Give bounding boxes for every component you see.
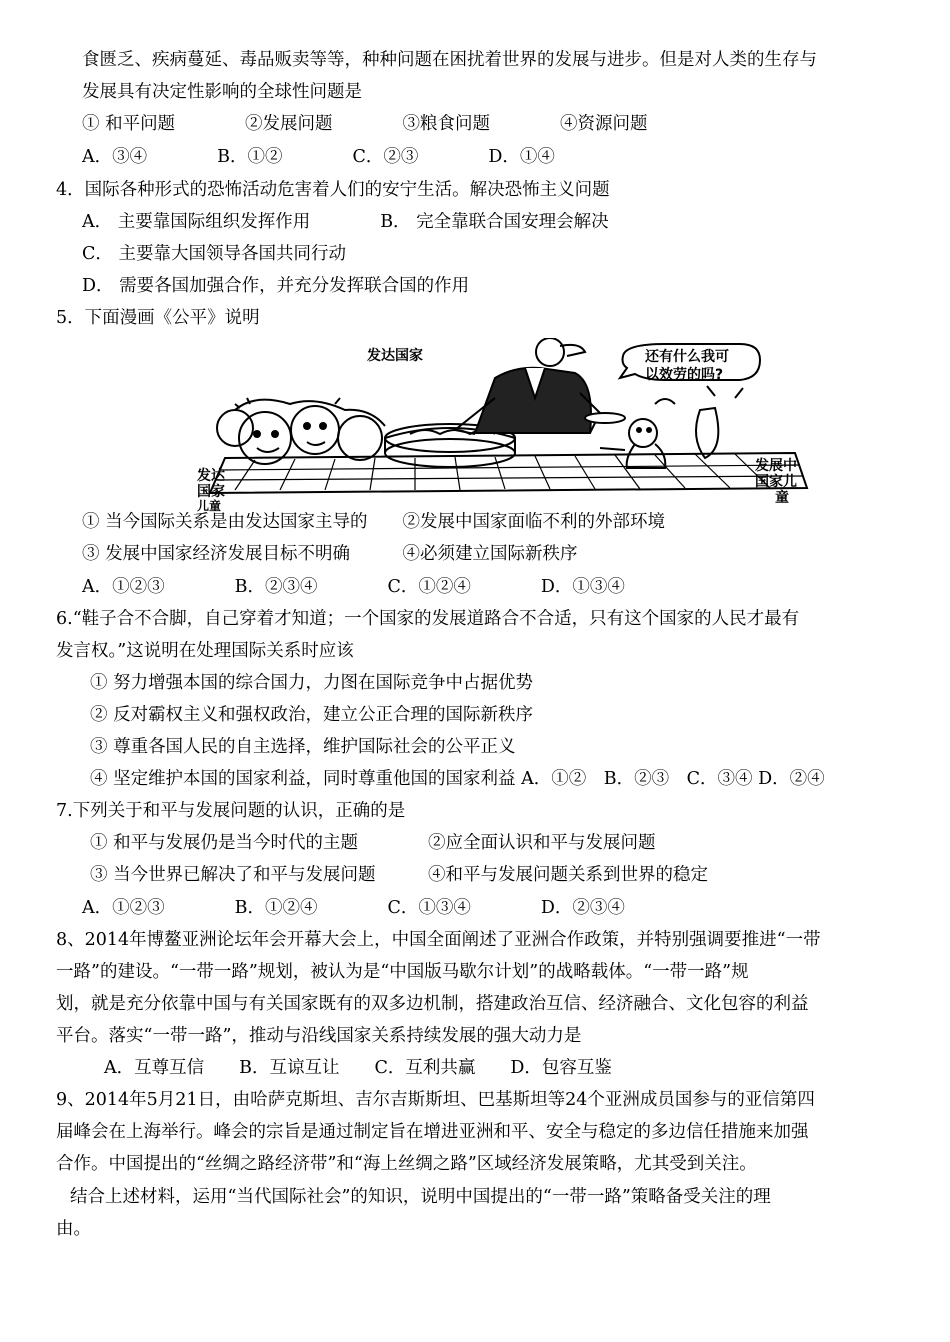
text-line: ③ 发展中国家经济发展目标不明确 ④必须建立国际新秩序: [82, 544, 578, 564]
speech-bubble-line2: 以效劳的吗?: [645, 367, 724, 383]
text-line: A．①②③ B．①②④ C．①③④ D．②③④: [82, 898, 625, 918]
text-line: 食匮乏、疾病蔓延、毒品贩卖等等，种种问题在困扰着世界的发展与进步。但是对人类的生存与: [82, 50, 817, 70]
text-line: 结合上述材料，运用“当代国际社会”的知识，说明中国提出的“一带一路”策略备受关注的理: [70, 1187, 771, 1207]
text-line: ② 反对霸权主义和强权政治，建立公正合理的国际新秩序: [90, 705, 534, 725]
text-line: ① 努力增强本国的综合国力，力图在国际竞争中占据优势: [90, 673, 534, 693]
text-line: ④ 坚定维护本国的国家利益，同时尊重他国的国家利益 A．①② B．②③ C．③④ D．②④: [90, 769, 825, 789]
right-child-label-3: 童: [775, 490, 789, 506]
text-line: 发展具有决定性影响的全球性问题是: [82, 82, 362, 102]
cartoon-fairness: [195, 338, 810, 513]
text-line: 7.下列关于和平与发展问题的认识，正确的是: [56, 801, 406, 821]
text-line: ① 当今国际关系是由发达国家主导的 ②发展中国家面临不利的外部环境: [82, 512, 666, 532]
text-line: ① 和平与发展仍是当今时代的主题 ②应全面认识和平与发展问题: [90, 833, 656, 853]
text-line: ③ 当今世界已解决了和平与发展问题 ④和平与发展问题关系到世界的稳定: [90, 865, 709, 885]
text-line: ① 和平问题 ②发展问题 ③粮食问题 ④资源问题: [82, 114, 648, 134]
right-child-label-1: 发展中: [755, 458, 797, 474]
text-line: A．互尊互信 B．互谅互让 C．互利共赢 D．包容互鉴: [104, 1058, 612, 1078]
text-line: A．①②③ B．②③④ C．①②④ D．①③④: [82, 577, 625, 597]
speech-bubble-line1: 还有什么我可: [645, 349, 729, 365]
text-line: ③ 尊重各国人民的自主选择，维护国际社会的公平正义: [90, 737, 516, 757]
left-children-label-3: 儿童: [197, 499, 222, 513]
text-line: 4．国际各种形式的恐怖活动危害着人们的安宁生活。解决恐怖主义问题: [56, 180, 610, 200]
text-line: 6.“鞋子合不合脚，自己穿着才知道；一个国家的发展道路合不合适，只有这个国家的人民才最有: [56, 609, 800, 629]
developed-country-label: 发达国家: [367, 348, 423, 364]
text-line: D． 需要各国加强合作，并充分发挥联合国的作用: [82, 276, 470, 296]
text-line: 由。: [56, 1219, 91, 1239]
left-children-label-2: 国家: [197, 484, 225, 500]
left-children-label-1: 发达: [197, 468, 225, 484]
text-line: 发言权。”这说明在处理国际关系时应该: [56, 641, 354, 661]
text-line: A． 主要靠国际组织发挥作用 B． 完全靠联合国安理会解决: [82, 212, 609, 232]
text-line: 合作。中国提出的“丝绸之路经济带”和“海上丝绸之路”区域经济发展策略，尤其受到关注。: [56, 1154, 757, 1174]
text-line: A．③④ B．①② C．②③ D．①④: [82, 147, 555, 167]
text-line: 5．下面漫画《公平》说明: [56, 308, 260, 328]
text-line: 届峰会在上海举行。峰会的宗旨是通过制定旨在增进亚洲和平、安全与稳定的多边信任措施来加强: [56, 1122, 809, 1142]
text-line: 8、2014年博鳌亚洲论坛年会开幕大会上，中国全面阐述了亚洲合作政策，并特别强调要推进“一带: [56, 930, 821, 950]
text-line: 一路”的建设。“一带一路”规划，被认为是“中国版马歇尔计划”的战略载体。“一带一路”规: [56, 962, 749, 982]
text-line: 平台。落实“一带一路”，推动与沿线国家关系持续发展的强大动力是: [56, 1026, 582, 1046]
right-child-label-2: 国家儿: [755, 474, 797, 490]
text-line: C． 主要靠大国领导各国共同行动: [82, 244, 346, 264]
text-line: 9、2014年5月21日，由哈萨克斯坦、吉尔吉斯斯坦、巴基斯坦等24个亚洲成员国参与的亚信第四: [56, 1090, 815, 1110]
text-line: 划，就是充分依靠中国与有关国家既有的双多边机制，搭建政治互信、经济融合、文化包容的利益: [56, 994, 809, 1014]
